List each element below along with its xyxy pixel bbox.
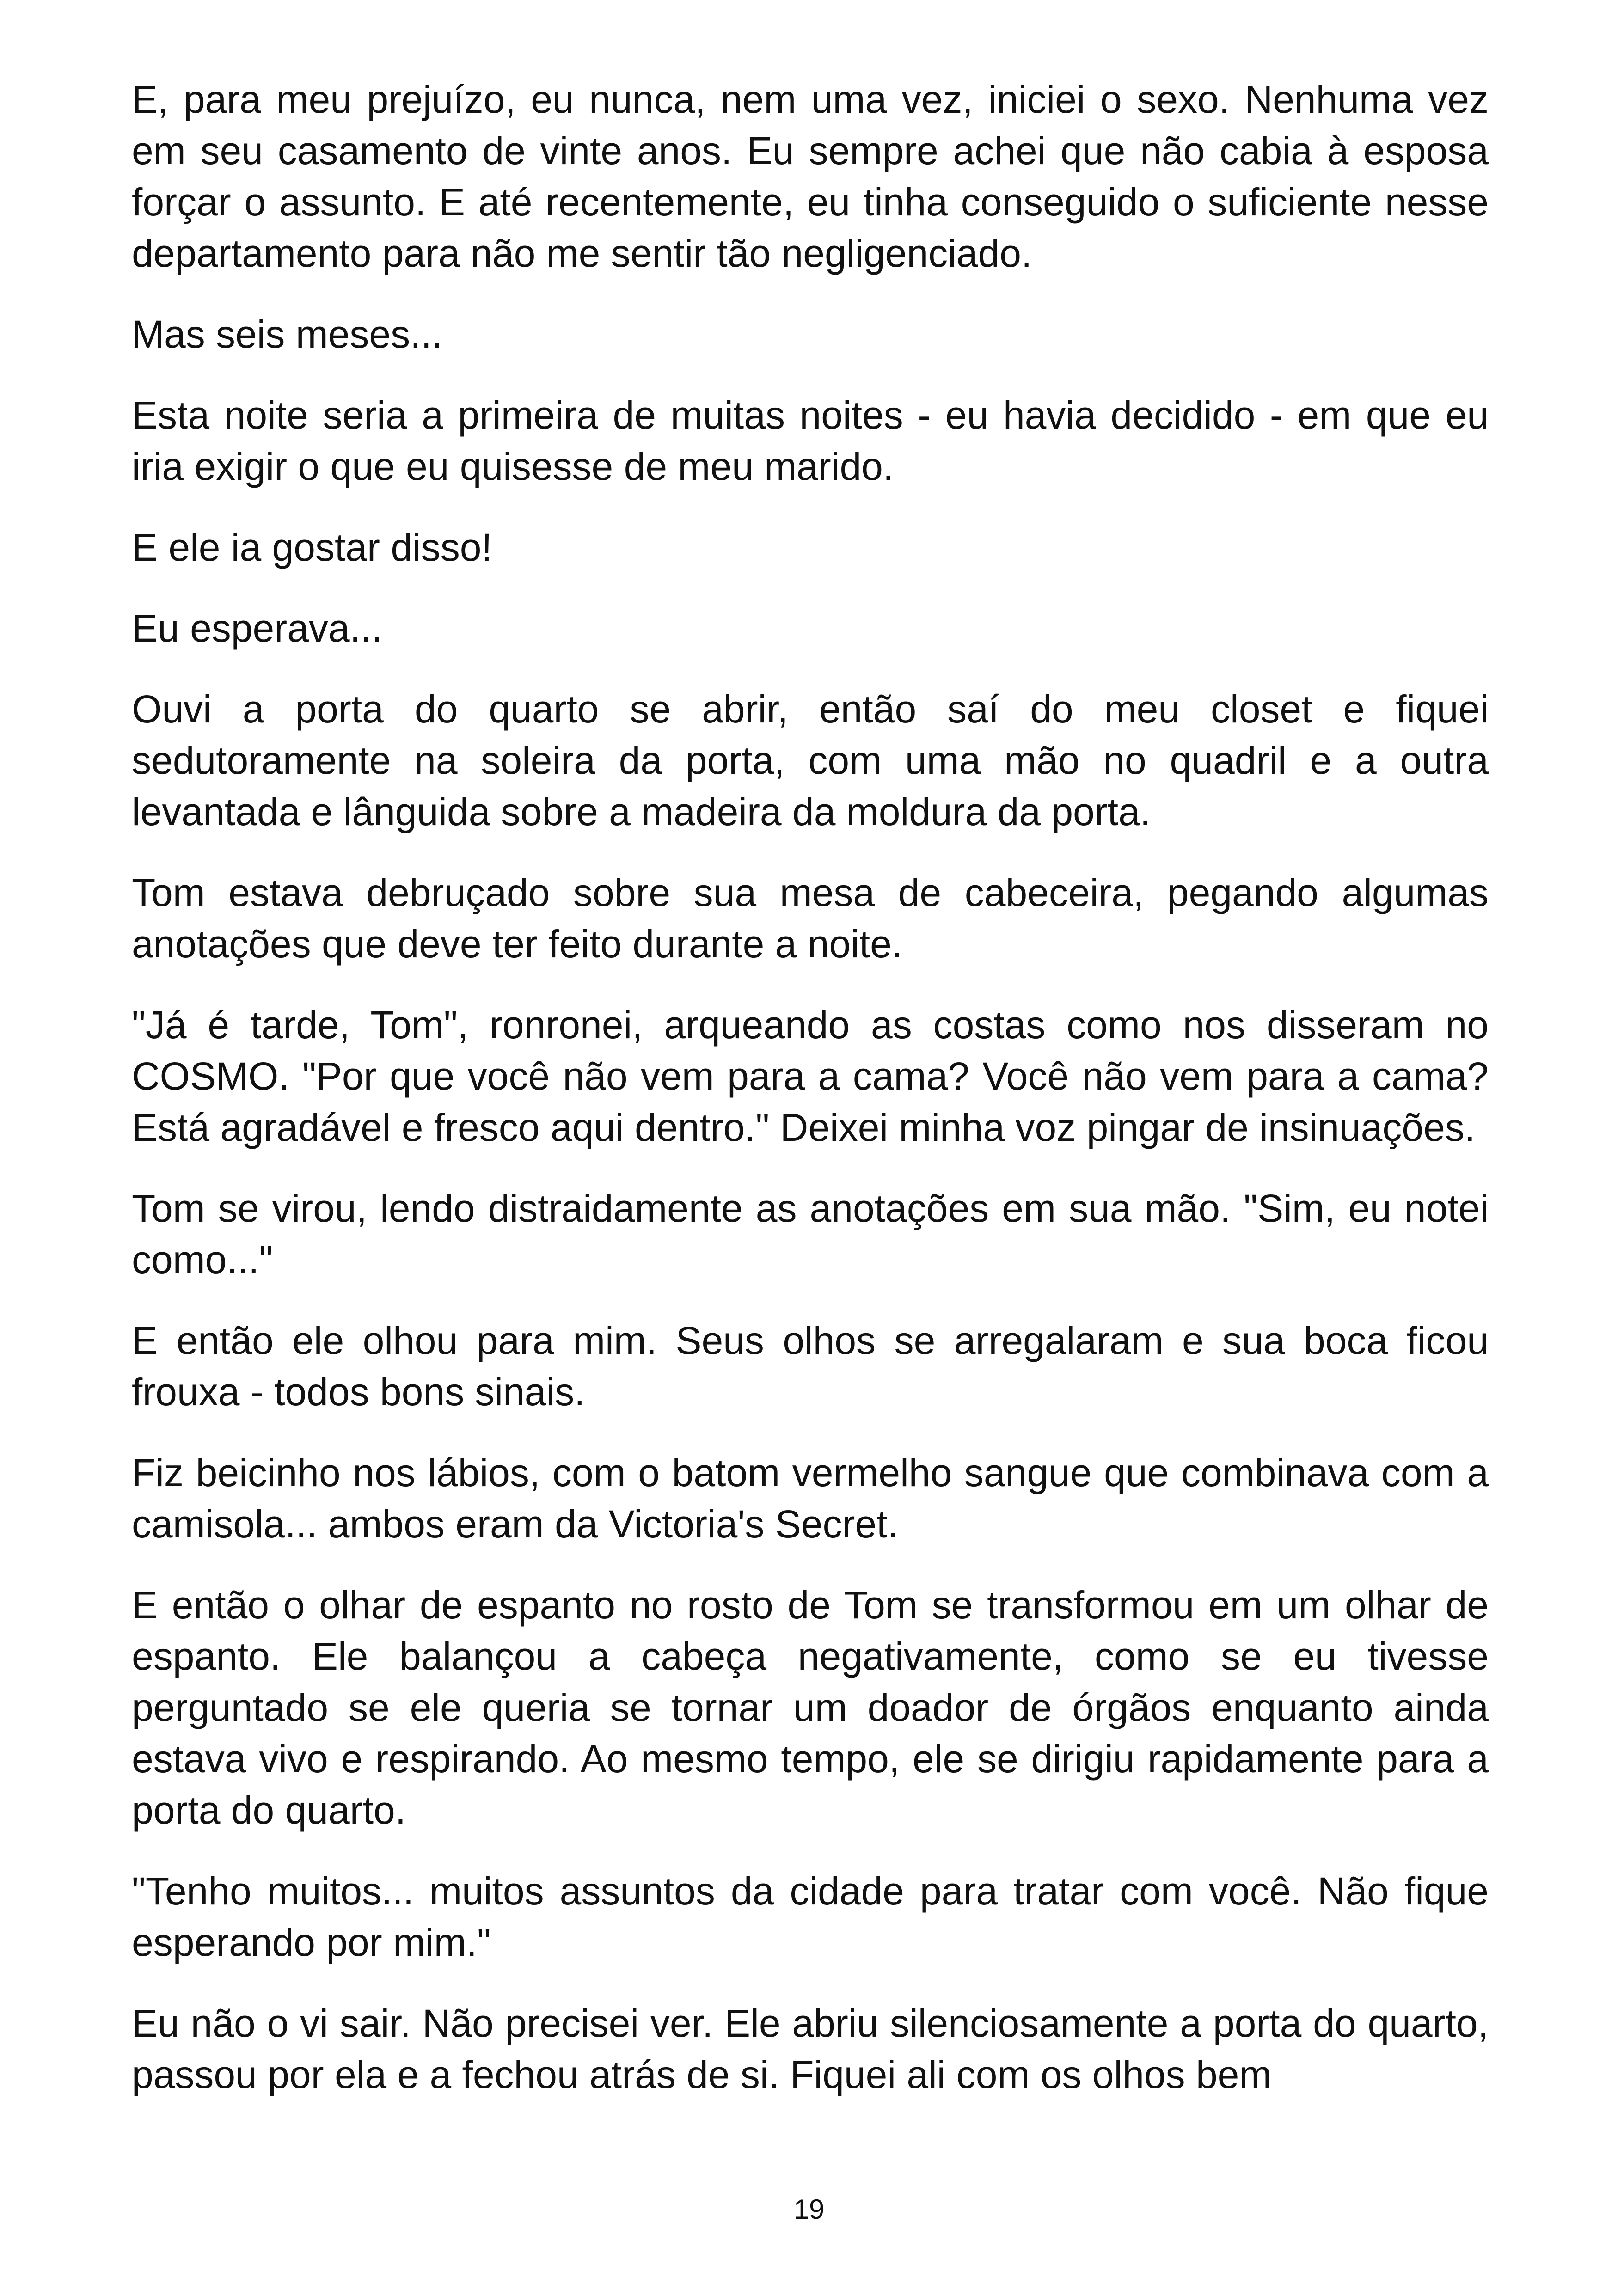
paragraph-12: E então o olhar de espanto no rosto de Tom se transformou em um olhar de espanto. Ele balançou a cabeça negativamente, como se eu tivesse perguntado se ele queria se tornar um doador de órgãos enquanto ainda estava vivo e respirando. Ao mesmo tempo, ele se dirigiu rapidamente para a porta do quarto.	[132, 1583, 1489, 1832]
paragraph-13: "Tenho muitos... muitos assuntos da cidade para tratar com você. Não fique esperando por mim."	[132, 1869, 1489, 1964]
page-number: 19	[793, 2194, 825, 2225]
document-body	[132, 74, 1489, 2130]
paragraph-8: "Já é tarde, Tom", ronronei, arqueando as costas como nos disseram no COSMO. "Por que você não vem para a cama? Você não vem para a cama? Está agradável e fresco aqui dentro." Deixei minha voz pingar de insinuações.	[132, 1003, 1489, 1149]
paragraph-10: E então ele olhou para mim. Seus olhos se arregalaram e sua boca ficou frouxa - todos bons sinais.	[132, 1319, 1489, 1414]
paragraph-2: Mas seis meses...	[132, 312, 443, 356]
paragraph-5: Eu esperava...	[132, 606, 382, 650]
paragraph-1: E, para meu prejuízo, eu nunca, nem uma vez, iniciei o sexo. Nenhuma vez em seu casamento de vinte anos. Eu sempre achei que não cabia à esposa forçar o assunto. E até recentemente, eu tinha conseguido o suficiente nesse departamento para não me sentir tão negligenciado.	[132, 78, 1489, 275]
paragraph-3: Esta noite seria a primeira de muitas noites - eu havia decidido - em que eu iria exigir o que eu quisesse de meu marido.	[132, 393, 1489, 488]
paragraph-6: Ouvi a porta do quarto se abrir, então saí do meu closet e fiquei sedutoramente na soleira da porta, com uma mão no quadril e a outra levantada e lânguida sobre a madeira da moldura da porta.	[132, 687, 1489, 833]
paragraph-11: Fiz beicinho nos lábios, com o batom vermelho sangue que combinava com a camisola... ambos eram da Victoria's Secret.	[132, 1451, 1489, 1546]
paragraph-4: E ele ia gostar disso!	[132, 526, 492, 569]
paragraph-14: Eu não o vi sair. Não precisei ver. Ele abriu silenciosamente a porta do quarto, passou por ela e a fechou atrás de si. Fiquei ali com os olhos bem	[132, 2002, 1489, 2096]
paragraph-9: Tom se virou, lendo distraidamente as anotações em sua mão. "Sim, eu notei como..."	[132, 1187, 1489, 1281]
paragraph-7: Tom estava debruçado sobre sua mesa de cabeceira, pegando algumas anotações que deve ter feito durante a noite.	[132, 871, 1489, 966]
